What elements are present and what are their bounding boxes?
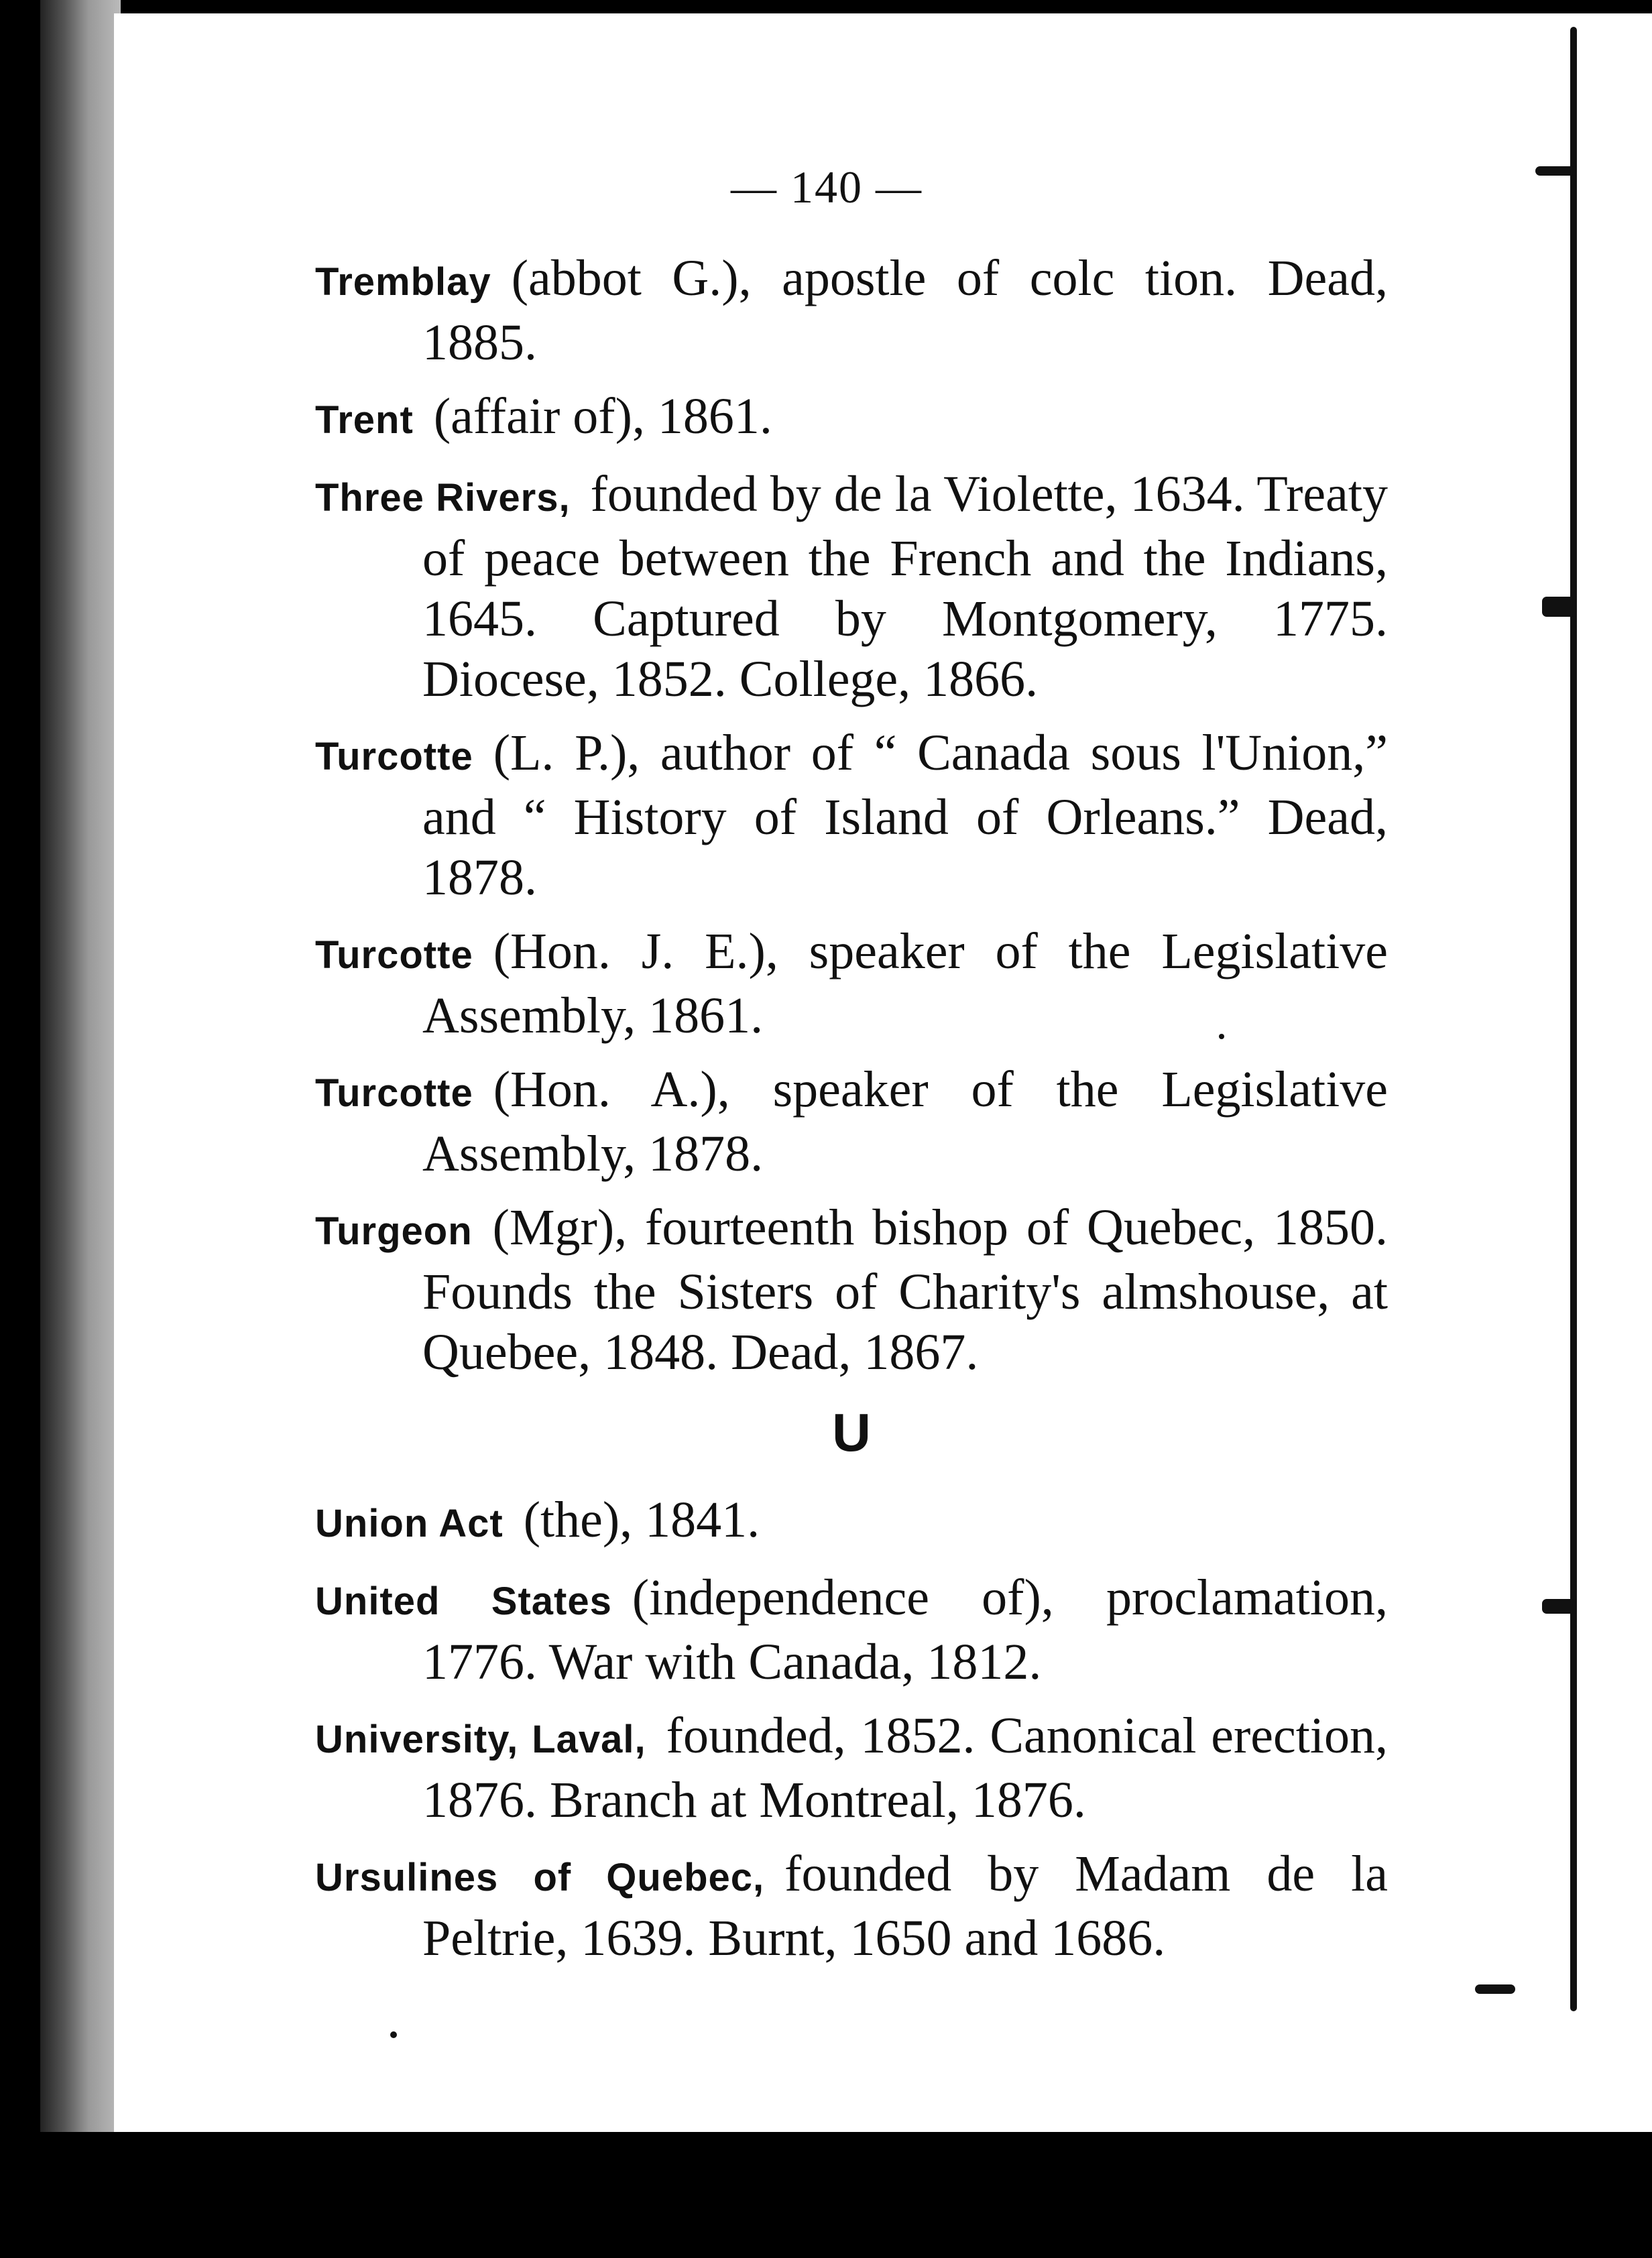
entry-text: (the), 1841. — [523, 1492, 760, 1548]
section-heading: U — [832, 1403, 871, 1462]
index-entries — [315, 248, 1388, 1982]
index-entry — [315, 248, 1388, 373]
index-entry — [315, 1844, 1388, 1968]
entry-term: University, Laval, — [315, 1718, 646, 1761]
index-entry — [315, 386, 1388, 451]
index-entry — [315, 1706, 1388, 1830]
binding-thread — [1570, 27, 1577, 2011]
index-entry — [315, 1059, 1388, 1184]
thread-knot — [1542, 597, 1576, 617]
entry-text: founded by Madam de la Peltrie, 1639. Burnt, 1650 and 1686. — [422, 1846, 1388, 1966]
index-entry — [315, 1197, 1388, 1382]
entry-term: Turcotte — [315, 1071, 473, 1115]
thread-knot — [1475, 1984, 1515, 1994]
ink-speck — [390, 2031, 397, 2038]
entry-text: (L. P.), author of “ Canada sous l'Union,” and “ History of Island of Orleans.” Dead, 1878. — [422, 725, 1388, 906]
entry-term: Trent — [315, 398, 414, 442]
index-entry — [315, 464, 1388, 709]
thread-knot — [1535, 166, 1576, 176]
entry-text: (Hon. A.), speaker of the Legislative Assembly, 1878. — [422, 1061, 1388, 1182]
thread-knot — [1542, 1599, 1576, 1614]
entry-text: (independence of), proclamation, 1776. War with Canada, 1812. — [422, 1569, 1388, 1690]
index-entry — [315, 921, 1388, 1046]
entry-term: Three Rivers, — [315, 476, 571, 520]
scan-border — [0, 2132, 1652, 2258]
page-gutter — [40, 0, 121, 2132]
index-entry — [315, 1490, 1388, 1554]
entry-text: (Hon. J. E.), speaker of the Legislative Assembly, 1861. — [422, 923, 1388, 1044]
entry-text: (abbot G.), apostle of colc tion. Dead, 1885. — [422, 250, 1388, 371]
entries-t — [315, 248, 1388, 1382]
entry-term: Turgeon — [315, 1209, 473, 1253]
entry-term: United States — [315, 1580, 612, 1623]
index-entry — [315, 1567, 1388, 1692]
entry-text: founded by de la Violette, 1634. Treaty of peace between the French and the Indians, 1645. Captured by Montgomery, 1775. Diocese, 1852. College, 1866. — [422, 466, 1389, 707]
entry-text: (affair of), 1861. — [433, 388, 772, 444]
page-number: — 140 — — [731, 162, 923, 213]
entry-term: Ursulines of Quebec, — [315, 1856, 765, 1899]
entry-term: Tremblay — [315, 260, 491, 304]
entry-term: Turcotte — [315, 933, 473, 977]
entry-term: Union Act — [315, 1502, 504, 1545]
entry-text: founded, 1852. Canonical erection, 1876. Branch at Montreal, 1876. — [422, 1708, 1388, 1828]
entry-term: Turcotte — [315, 735, 473, 778]
entry-text: (Mgr), fourteenth bishop of Quebec, 1850. Founds the Sisters of Charity's almshouse, at Quebee, 1848. Dead, 1867. — [422, 1199, 1388, 1380]
entries-u — [315, 1490, 1388, 1968]
index-entry — [315, 723, 1388, 908]
